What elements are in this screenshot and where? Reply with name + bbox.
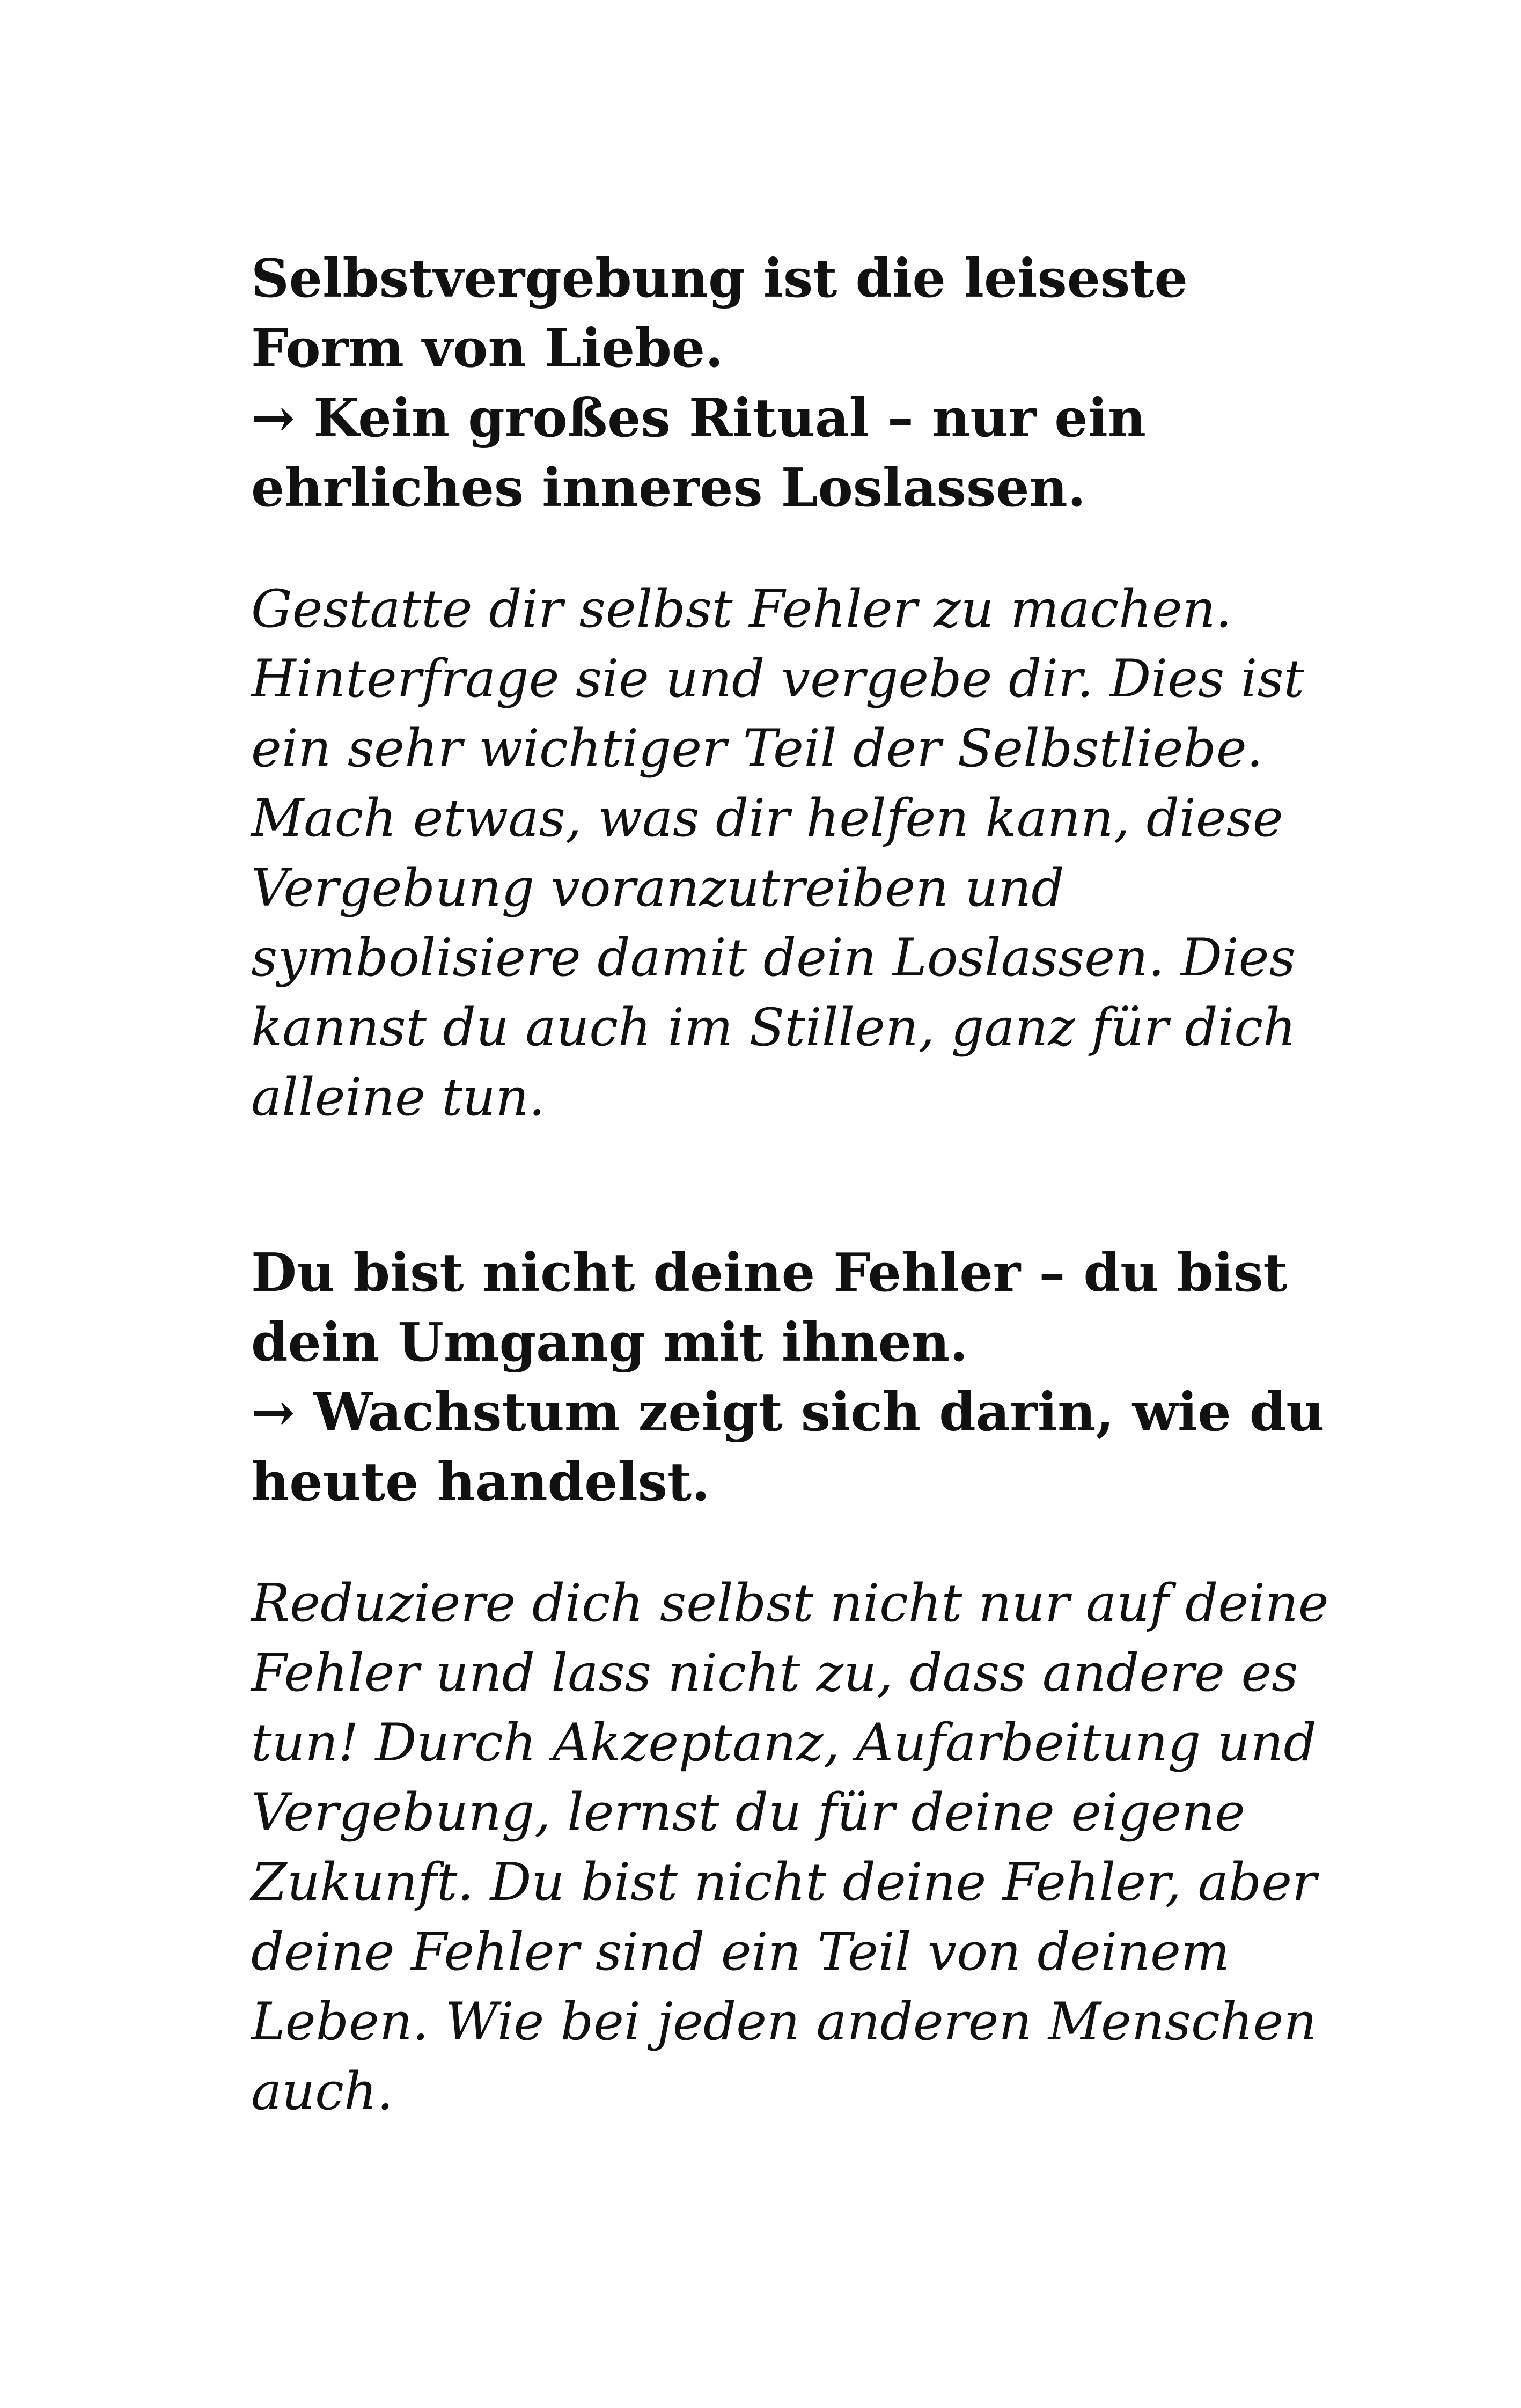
body-line: Vergebung, lernst du für deine eigene — [251, 1782, 1245, 1842]
body-line: alleine tun. — [251, 1067, 546, 1127]
section-body — [251, 574, 1303, 1132]
body-line: Mach etwas, was dir helfen kann, diese — [251, 788, 1283, 848]
body-line: auch. — [251, 2061, 394, 2121]
body-line: deine Fehler sind ein Teil von deinem — [251, 1922, 1230, 1982]
heading-line: ehrliches inneres Loslassen. — [251, 457, 1086, 519]
heading-line: dein Umgang mit ihnen. — [251, 1312, 968, 1374]
section-mistakes — [251, 1238, 1329, 2126]
section-body — [251, 1568, 1329, 2126]
heading-line: → Kein großes Ritual – nur ein — [251, 387, 1147, 449]
section-self-forgiveness — [251, 244, 1303, 1132]
heading-line: Du bist nicht deine Fehler – du bist — [251, 1242, 1288, 1304]
body-line: Leben. Wie bei jeden anderen Menschen — [251, 1992, 1317, 2052]
section-heading — [251, 1238, 1325, 1517]
section-heading — [251, 244, 1303, 523]
body-line: Hinterfrage sie und vergebe dir. Dies ist — [251, 649, 1305, 709]
body-line: kannst du auch im Stillen, ganz für dich — [251, 997, 1296, 1058]
body-line: Gestatte dir selbst Fehler zu machen. — [251, 579, 1232, 639]
body-line: ein sehr wichtiger Teil der Selbstliebe. — [251, 718, 1263, 779]
body-line: tun! Durch Akzeptanz, Aufarbeitung und — [251, 1713, 1317, 1773]
heading-line: → Wachstum zeigt sich darin, wie du — [251, 1382, 1325, 1443]
body-line: symbolisiere damit dein Loslassen. Dies — [251, 928, 1296, 988]
body-line: Fehler und lass nicht zu, dass andere es — [251, 1643, 1298, 1703]
heading-line: heute handelst. — [251, 1451, 710, 1513]
body-line: Reduziere dich selbst nicht nur auf deine — [251, 1573, 1329, 1633]
heading-line: Form von Liebe. — [251, 318, 724, 379]
body-line: Vergebung voranzutreiben und — [251, 858, 1064, 918]
heading-line: Selbstvergebung ist die leiseste — [251, 248, 1188, 310]
body-line: Zukunft. Du bist nicht deine Fehler, aber — [251, 1852, 1317, 1912]
